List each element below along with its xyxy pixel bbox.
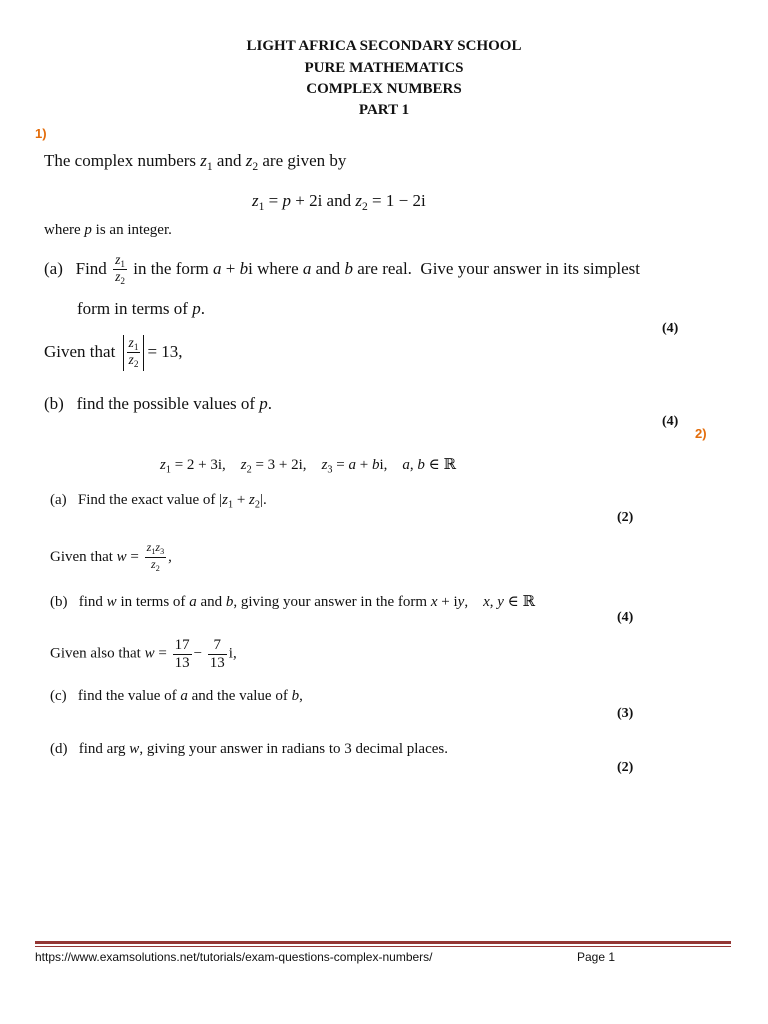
q2-c-marks: (3) <box>617 706 634 721</box>
q1-part-a <box>44 253 640 287</box>
footer-rule-thick <box>35 941 731 944</box>
seventeen-thirteenths-fraction: $\frac{17}{13}$ <box>174 637 190 671</box>
seven-thirteenths-fraction: $\frac{7}{13}$ <box>209 637 225 671</box>
question-2-number: 2) <box>695 426 707 441</box>
footer-url[interactable]: https://www.examsolutions.net/tutorials/exam-questions-complex-numbers/ <box>35 950 433 964</box>
topic-title: COMPLEX NUMBERS <box>306 81 462 97</box>
q1-definition: $z_1 = p + 2i$ and $z_2 = 1 - 2i$ <box>252 191 426 214</box>
question-1-number: 1) <box>35 126 47 141</box>
q2-part-d: (d) find arg w, giving your answer in radians to 3 decimal places. <box>50 741 448 757</box>
z1-over-z2-fraction: $\frac{z_1}{z_2}$ <box>115 252 125 287</box>
q2-part-c: (c) find the value of a and the value of b, <box>50 688 303 704</box>
q2-a-label: (a) <box>50 492 67 508</box>
subject-title: PURE MATHEMATICS <box>304 60 464 76</box>
modulus-z1-over-z2: $\frac{z_1}{z_2}$ <box>123 335 145 371</box>
footer-rule-thin <box>35 946 731 947</box>
q1-a-marks: (4) <box>662 321 679 336</box>
q2-a-marks: (2) <box>617 510 634 525</box>
q2-part-b: (b) find w in terms of a and b, giving your answer in the form x + iy, x, y ∈ ℝ <box>50 594 535 610</box>
q2-b-marks: (4) <box>617 610 634 625</box>
q2-part-a: (a) Find the exact value of $|z_1 + z_2|$. <box>50 492 267 511</box>
q2-d-marks: (2) <box>617 760 634 775</box>
q1-intro: The complex numbers $z_1$ and $z_2$ are given by <box>44 151 347 174</box>
q2-b-label: (b) <box>50 594 68 610</box>
q1-given-value: = 13, <box>147 341 183 361</box>
q2-d-label: (d) <box>50 741 68 757</box>
q1-a-find: Find <box>75 258 107 278</box>
page-number: Page 1 <box>577 950 616 964</box>
q1-b-label: (b) <box>44 394 64 413</box>
q2-definition: $z_1 = 2 + 3i$, $z_2 = 3 + 2i$, $z_3 = a$ + bi, a, b ∈ ℝ <box>160 457 456 476</box>
q1-a-text: in the form a + bi where a and b are real. Give your answer in its simplest <box>133 258 640 278</box>
q1-b-marks: (4) <box>662 414 679 429</box>
part-title: PART 1 <box>358 102 410 118</box>
q2-given-also: Given also that w = $\frac{17}{13}$ − $\frac{7}{13}$ i, <box>50 637 237 671</box>
q1-given-that <box>44 335 183 371</box>
z1z3-over-z2-fraction: $\frac{z_1z_3}{z_2}$ <box>146 540 165 573</box>
q2-given-w: Given that w = $\frac{z_1z_3}{z_2}$ , <box>50 540 172 573</box>
q1-part-b: (b) find the possible values of p. <box>44 394 273 413</box>
school-name: LIGHT AFRICA SECONDARY SCHOOL <box>246 38 522 54</box>
q1-a-label: (a) <box>44 258 63 278</box>
q1-where: where p is an integer. <box>44 222 172 238</box>
q1-given-prefix: Given that <box>44 341 116 361</box>
q2-c-label: (c) <box>50 688 67 704</box>
q1-a-text-line2: form in terms of p. <box>77 299 205 318</box>
